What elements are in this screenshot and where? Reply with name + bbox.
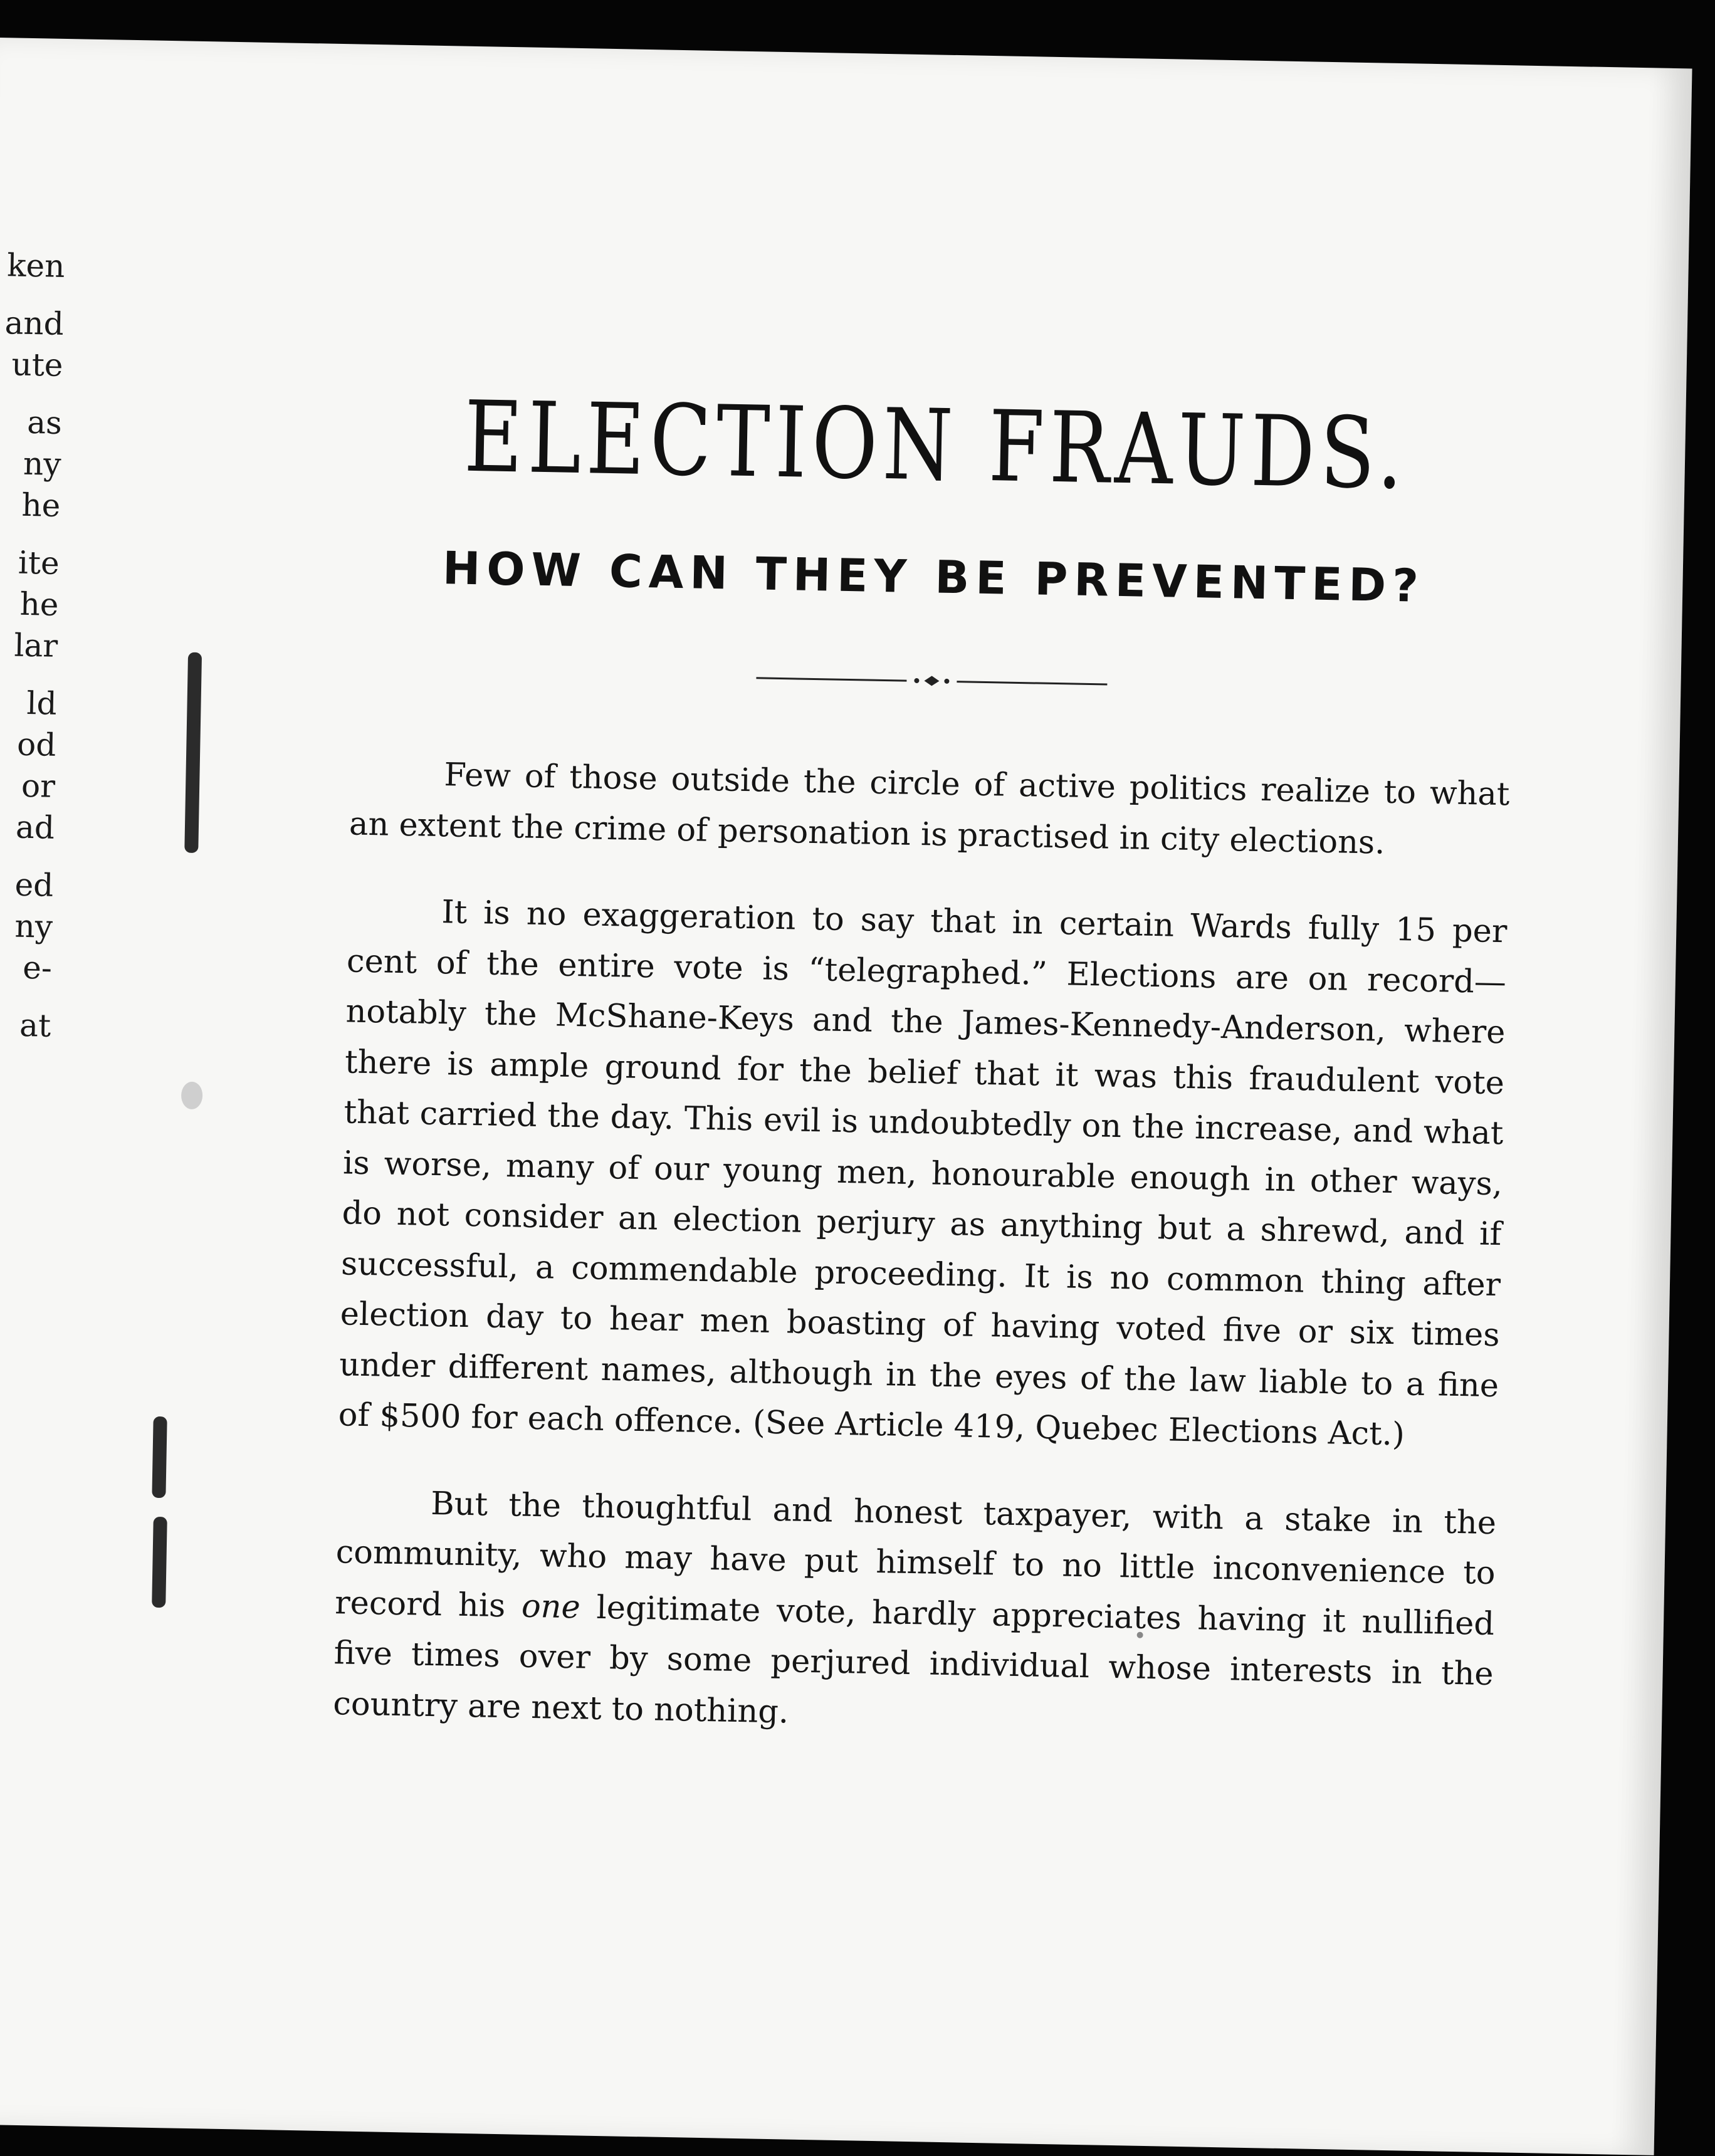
paragraph-3-text-before: But the thoughtful and honest taxpayer, with a stake in the community, who may have put himself to no little inconvenience to record his	[334, 1485, 1497, 1625]
margin-fragment: ld	[26, 684, 58, 722]
margin-fragment: ken	[6, 247, 65, 285]
binding-stitch	[152, 1517, 167, 1608]
binding-stitch	[184, 652, 202, 853]
margin-gap	[0, 286, 65, 303]
divider-rule-right	[957, 681, 1107, 685]
paper-speck	[181, 1082, 203, 1110]
page-edge-shadow	[1610, 68, 1692, 2155]
paper-sheet	[0, 38, 1692, 2155]
margin-fragment: or	[21, 767, 56, 805]
margin-fragment: at	[19, 1007, 51, 1044]
margin-fragment: ad	[15, 808, 55, 846]
margin-fragment: ny	[14, 908, 53, 945]
margin-gap	[0, 666, 58, 683]
margin-fragment: lar	[14, 627, 58, 664]
paragraph-1: Few of those outside the circle of active politics realize to what an extent the crime of personation is practised in city elections.	[349, 756, 1510, 862]
margin-fragment: as	[26, 404, 63, 441]
margin-gap	[0, 847, 54, 865]
margin-fragment: ed	[14, 866, 54, 904]
margin-fragment: ny	[23, 445, 62, 483]
paragraph-3-emphasis: one	[521, 1588, 581, 1626]
margin-fragment: he	[19, 585, 59, 623]
margin-fragment: od	[16, 726, 56, 763]
margin-fragment: ute	[11, 346, 63, 384]
divider-rule-left	[756, 677, 906, 681]
adjacent-page-margin-text	[0, 244, 65, 1047]
article	[332, 379, 1517, 1787]
margin-gap	[0, 385, 63, 402]
diamond-ornament-icon	[913, 673, 950, 689]
margin-gap	[0, 988, 51, 1005]
margin-fragment: ite	[18, 544, 60, 582]
margin-gap	[0, 525, 60, 543]
margin-fragment: and	[4, 305, 65, 342]
paragraph-3	[333, 1477, 1497, 1750]
article-title: ELECTION FRAUDS.	[463, 379, 1409, 511]
margin-fragment: e-	[22, 949, 53, 986]
binding-stitch	[152, 1416, 167, 1498]
article-subtitle: HOW CAN THEY BE PREVENTED?	[442, 542, 1425, 612]
ornamental-divider	[756, 665, 1108, 696]
paragraph-3-text-after: legitimate vote, hardly appreciates having it nullified five times over by some perjured individual whose interests in the country are next to nothing.	[332, 1588, 1495, 1730]
paragraph-2: It is no exaggeration to say that in certain Wards fully 15 per cent of the entire vote is “telegraphed.” Elections are on record—notably the McShane-Keys and the James-Kennedy-Anderson, where there is ample ground for the belief that it was this fraudulent vote that carried the day. This evil is undoubtedly on the increase, and what is worse, many of our young men, honourable enough in other ways, do not consider an election perjury as anything but a shrewd, and if successful, a commendable proceeding. It is no common thing after election day to hear men boasting of having voted five or six times under different names, although in the eyes of the law liable to a fine of $500 for each offence. (See Article 419, Quebec Elections Act.)	[338, 894, 1508, 1453]
margin-fragment: he	[21, 486, 61, 524]
